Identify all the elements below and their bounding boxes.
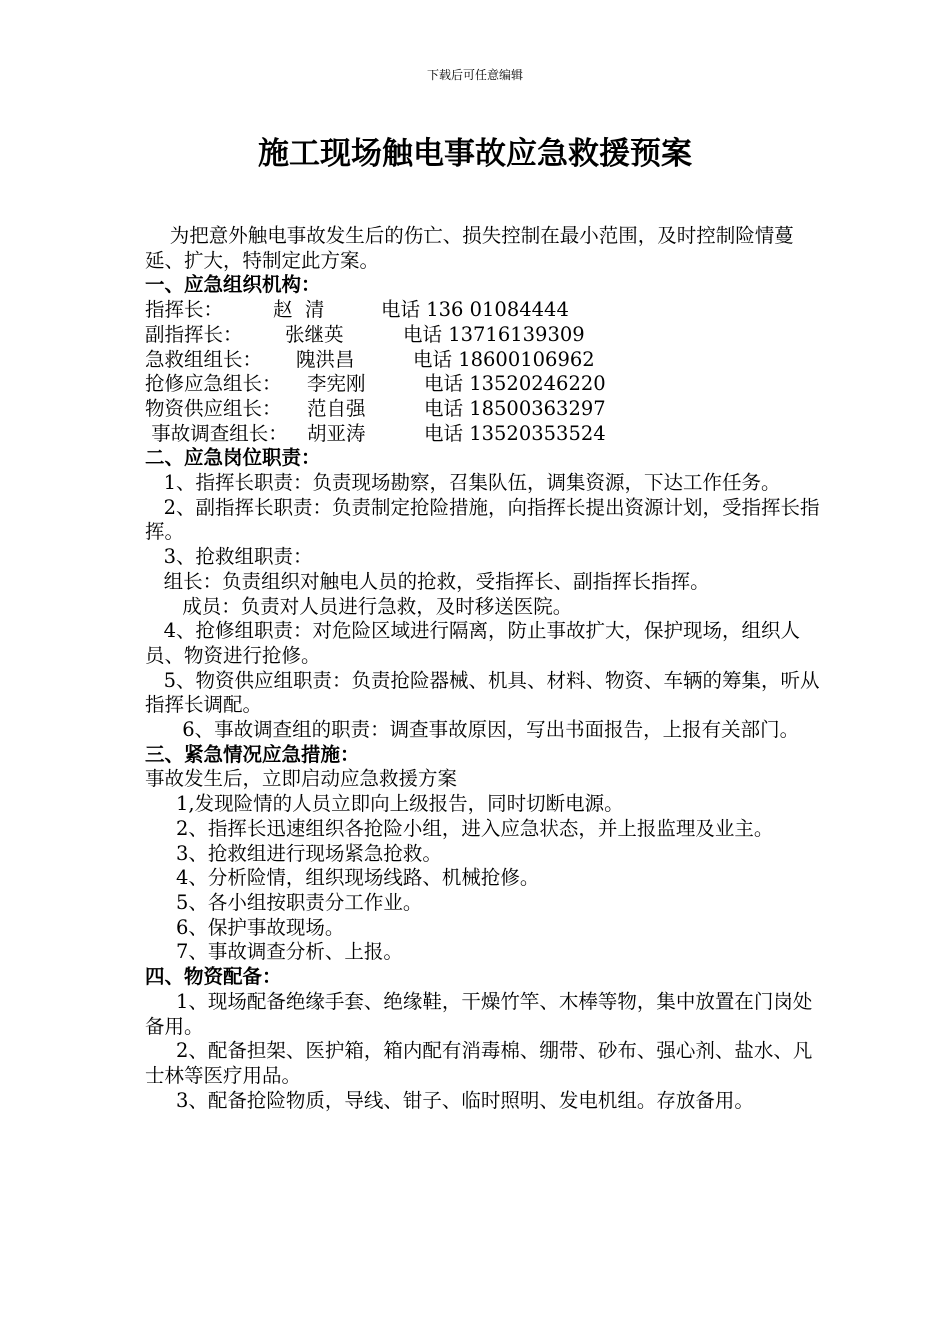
measure-item: 6、保护事故现场。 (145, 915, 345, 939)
measure-item: 2、指挥长迅速组织各抢险小组，进入应急状态，并上报监理及业主。 (145, 816, 774, 840)
contact-list (145, 298, 825, 446)
contact-phone: 电话 13520353524 (424, 421, 606, 445)
contact-name: 赵 清 (273, 298, 325, 322)
contact-role: 物资供应组长： (145, 396, 282, 420)
duty-item: 组长：负责组织对触电人员的抢救，受指挥长、副指挥长指挥。 (145, 569, 710, 593)
duty-item: 成员：负责对人员进行急救，及时移送医院。 (145, 594, 573, 618)
duty-item: 4、抢修组职责：对危险区域进行隔离，防止事故扩大，保护现场，组织人员、物资进行抢修。 (145, 619, 801, 667)
section-heading-measures: 三、紧急情况应急措施： (145, 742, 360, 766)
contact-role: 急救组组长： (145, 347, 263, 371)
duty-item: 1、指挥长职责：负责现场勘察，召集队伍，调集资源，下达工作任务。 (145, 471, 781, 495)
contact-role: 副指挥长： (145, 322, 243, 346)
contact-row (145, 422, 825, 447)
section-heading-organization: 一、应急组织机构： (145, 273, 321, 297)
contact-name: 隗洪昌 (296, 347, 355, 371)
duty-item: 3、抢救组职责： (145, 545, 313, 569)
contact-row (145, 372, 825, 397)
contact-role: 事故调查组长： (145, 421, 288, 445)
measure-item: 7、事故调查分析、上报。 (145, 940, 403, 964)
contact-phone: 电话 136 01084444 (381, 298, 569, 322)
contact-row (145, 348, 825, 373)
measures-lead: 事故发生后，立即启动应急救援方案 (145, 767, 458, 791)
duty-item: 5、物资供应组职责：负责抢险器械、机具、材料、物资、车辆的筹集，听从指挥长调配。 (145, 668, 820, 717)
contact-phone: 电话 18500363297 (424, 396, 606, 420)
intro-paragraph: 为把意外触电事故发生后的伤亡、损失控制在最小范围，及时控制险情蔓延、扩大，特制定此方案。 (145, 224, 794, 272)
duty-item: 6、事故调查组的职责：调查事故原因，写出书面报告，上报有关部门。 (145, 718, 800, 742)
contact-name: 范自强 (307, 396, 366, 420)
contact-phone: 电话 13520246220 (424, 372, 606, 396)
measure-item: 1,发现险情的人员立即向上级报告，同时切断电源。 (145, 792, 624, 816)
document-body (145, 224, 825, 1113)
section-heading-duties: 二、应急岗位职责： (145, 446, 321, 470)
measure-item: 4、分析险情，组织现场线路、机械抢修。 (145, 866, 540, 890)
contact-row (145, 323, 825, 348)
contact-name: 胡亚涛 (307, 421, 366, 445)
contact-phone: 电话 13716139309 (403, 322, 585, 346)
contact-name: 张继英 (285, 322, 344, 346)
contact-row (145, 298, 825, 323)
measure-item: 3、抢救组进行现场紧急抢救。 (145, 841, 442, 865)
page-header-note: 下载后可任意编辑 (426, 68, 523, 82)
section-heading-materials: 四、物资配备： (145, 965, 282, 989)
material-item: 2、配备担架、医护箱，箱内配有消毒棉、绷带、砂布、强心剂、盐水、凡士林等医疗用品。 (145, 1039, 813, 1087)
material-item: 3、配备抢险物质，导线、钳子、临时照明、发电机组。存放备用。 (145, 1088, 754, 1112)
material-item: 1、现场配备绝缘手套、绝缘鞋，干燥竹竿、木棒等物，集中放置在门岗处备用。 (145, 989, 813, 1038)
duty-item: 2、副指挥长职责：负责制定抢险措施，向指挥长提出资源计划，受指挥长指挥。 (145, 495, 820, 544)
measure-item: 5、各小组按职责分工作业。 (145, 890, 423, 914)
contact-row (145, 397, 825, 422)
contact-phone: 电话 18600106962 (413, 347, 595, 371)
document-title: 施工现场触电事故应急救援预案 (258, 136, 692, 172)
contact-role: 抢修应急组长： (145, 372, 282, 396)
contact-name: 李宪刚 (307, 372, 366, 396)
contact-role: 指挥长： (145, 298, 224, 322)
